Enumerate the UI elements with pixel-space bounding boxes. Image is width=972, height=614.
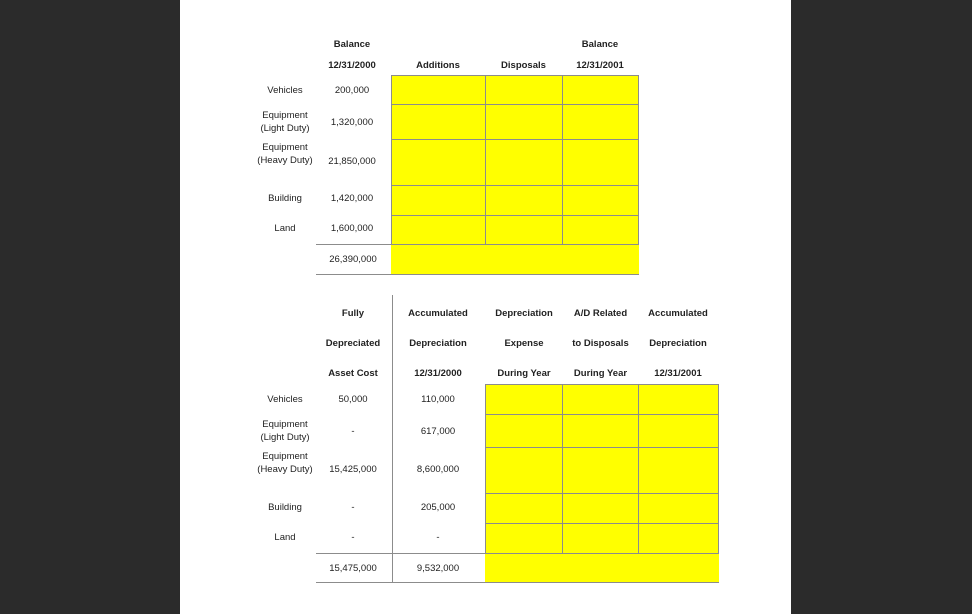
input-balance-end-land[interactable] bbox=[562, 215, 639, 245]
balance-land: 1,600,000 bbox=[330, 223, 374, 234]
row-label-land: Land bbox=[274, 223, 296, 234]
input-expense-equipment-light[interactable] bbox=[485, 414, 563, 448]
fully-equipment-heavy: 15,425,000 bbox=[329, 464, 377, 475]
input-accum-end-land[interactable] bbox=[638, 523, 719, 554]
fully-land: - bbox=[351, 532, 355, 543]
input-ad-equipment-heavy[interactable] bbox=[562, 447, 639, 494]
header-accum-line2: Depreciation bbox=[409, 338, 467, 349]
input-additions-land[interactable] bbox=[391, 215, 486, 245]
header-ad-line3: During Year bbox=[573, 368, 628, 379]
total-bottom-rule bbox=[316, 274, 639, 275]
header-balance-start-line2: 12/31/2000 bbox=[328, 60, 376, 71]
dep-row-label-equipment-light: Equipment (Light Duty) bbox=[260, 419, 310, 443]
input-ad-equipment-light[interactable] bbox=[562, 414, 639, 448]
balance-equipment-heavy: 21,850,000 bbox=[328, 156, 376, 167]
row-label-building: Building bbox=[268, 193, 302, 204]
input-expense-building[interactable] bbox=[485, 493, 563, 524]
accum-building: 205,000 bbox=[420, 502, 456, 513]
input-additions-equipment-heavy[interactable] bbox=[391, 139, 486, 186]
input-total-row[interactable] bbox=[391, 245, 639, 274]
accum-total: 9,532,000 bbox=[416, 563, 460, 574]
input-expense-vehicles[interactable] bbox=[485, 384, 563, 415]
accum-land: - bbox=[436, 532, 440, 543]
header-accum-end-line2: Depreciation bbox=[649, 338, 707, 349]
header-balance-end-line1: Balance bbox=[581, 39, 619, 50]
header-fully-line2: Depreciated bbox=[325, 338, 381, 349]
fully-vehicles: 50,000 bbox=[338, 394, 368, 405]
row-label-equipment-light: Equipment (Light Duty) bbox=[260, 110, 310, 134]
total-divider bbox=[316, 244, 392, 245]
input-ad-building[interactable] bbox=[562, 493, 639, 524]
input-ad-vehicles[interactable] bbox=[562, 384, 639, 415]
header-disposals: Disposals bbox=[501, 60, 546, 71]
row-label-vehicles: Vehicles bbox=[267, 85, 303, 96]
input-balance-end-equipment-light[interactable] bbox=[562, 104, 639, 140]
fully-total: 15,475,000 bbox=[329, 563, 377, 574]
input-additions-equipment-light[interactable] bbox=[391, 104, 486, 140]
input-accum-end-equipment-heavy[interactable] bbox=[638, 447, 719, 494]
column-divider bbox=[392, 295, 393, 583]
accum-equipment-light: 617,000 bbox=[420, 426, 456, 437]
dep-row-label-building: Building bbox=[268, 502, 302, 513]
dep-row-label-equipment-heavy: Equipment (Heavy Duty) bbox=[257, 451, 313, 475]
header-accum-line3: 12/31/2000 bbox=[414, 368, 462, 379]
balance-total: 26,390,000 bbox=[329, 254, 377, 265]
input-disposals-building[interactable] bbox=[485, 185, 563, 216]
header-accum-end-line1: Accumulated bbox=[648, 308, 708, 319]
header-accum-line1: Accumulated bbox=[408, 308, 468, 319]
document-page bbox=[180, 0, 791, 614]
header-expense-line2: Expense bbox=[504, 338, 544, 349]
balance-vehicles: 200,000 bbox=[334, 85, 370, 96]
fully-building: - bbox=[351, 502, 355, 513]
input-ad-land[interactable] bbox=[562, 523, 639, 554]
input-disposals-equipment-heavy[interactable] bbox=[485, 139, 563, 186]
header-additions: Additions bbox=[416, 60, 460, 71]
input-accum-end-equipment-light[interactable] bbox=[638, 414, 719, 448]
input-expense-equipment-heavy[interactable] bbox=[485, 447, 563, 494]
input-balance-end-vehicles[interactable] bbox=[562, 75, 639, 105]
dep-total-divider bbox=[316, 553, 486, 554]
input-balance-end-building[interactable] bbox=[562, 185, 639, 216]
input-dep-total-row[interactable] bbox=[485, 554, 719, 582]
balance-equipment-light: 1,320,000 bbox=[330, 117, 374, 128]
header-balance-start-line1: Balance bbox=[333, 39, 371, 50]
header-fully-line3: Asset Cost bbox=[328, 368, 378, 379]
accum-equipment-heavy: 8,600,000 bbox=[416, 464, 460, 475]
input-additions-building[interactable] bbox=[391, 185, 486, 216]
accum-vehicles: 110,000 bbox=[421, 394, 455, 405]
header-accum-end-line3: 12/31/2001 bbox=[654, 368, 702, 379]
header-ad-line2: to Disposals bbox=[572, 338, 629, 349]
header-ad-line1: A/D Related bbox=[573, 308, 628, 319]
fully-equipment-light: - bbox=[351, 426, 355, 437]
input-disposals-land[interactable] bbox=[485, 215, 563, 245]
dep-total-bottom-rule bbox=[316, 582, 719, 583]
input-disposals-equipment-light[interactable] bbox=[485, 104, 563, 140]
input-additions-vehicles[interactable] bbox=[391, 75, 486, 105]
header-fully-line1: Fully bbox=[341, 308, 365, 319]
input-expense-land[interactable] bbox=[485, 523, 563, 554]
header-expense-line1: Depreciation bbox=[495, 308, 553, 319]
row-label-equipment-heavy: Equipment (Heavy Duty) bbox=[257, 142, 313, 166]
input-disposals-vehicles[interactable] bbox=[485, 75, 563, 105]
dep-row-label-vehicles: Vehicles bbox=[267, 394, 303, 405]
input-balance-end-equipment-heavy[interactable] bbox=[562, 139, 639, 186]
header-expense-line3: During Year bbox=[497, 368, 551, 379]
input-accum-end-vehicles[interactable] bbox=[638, 384, 719, 415]
input-accum-end-building[interactable] bbox=[638, 493, 719, 524]
header-balance-end-line2: 12/31/2001 bbox=[576, 60, 624, 71]
balance-building: 1,420,000 bbox=[330, 193, 374, 204]
dep-row-label-land: Land bbox=[274, 532, 296, 543]
